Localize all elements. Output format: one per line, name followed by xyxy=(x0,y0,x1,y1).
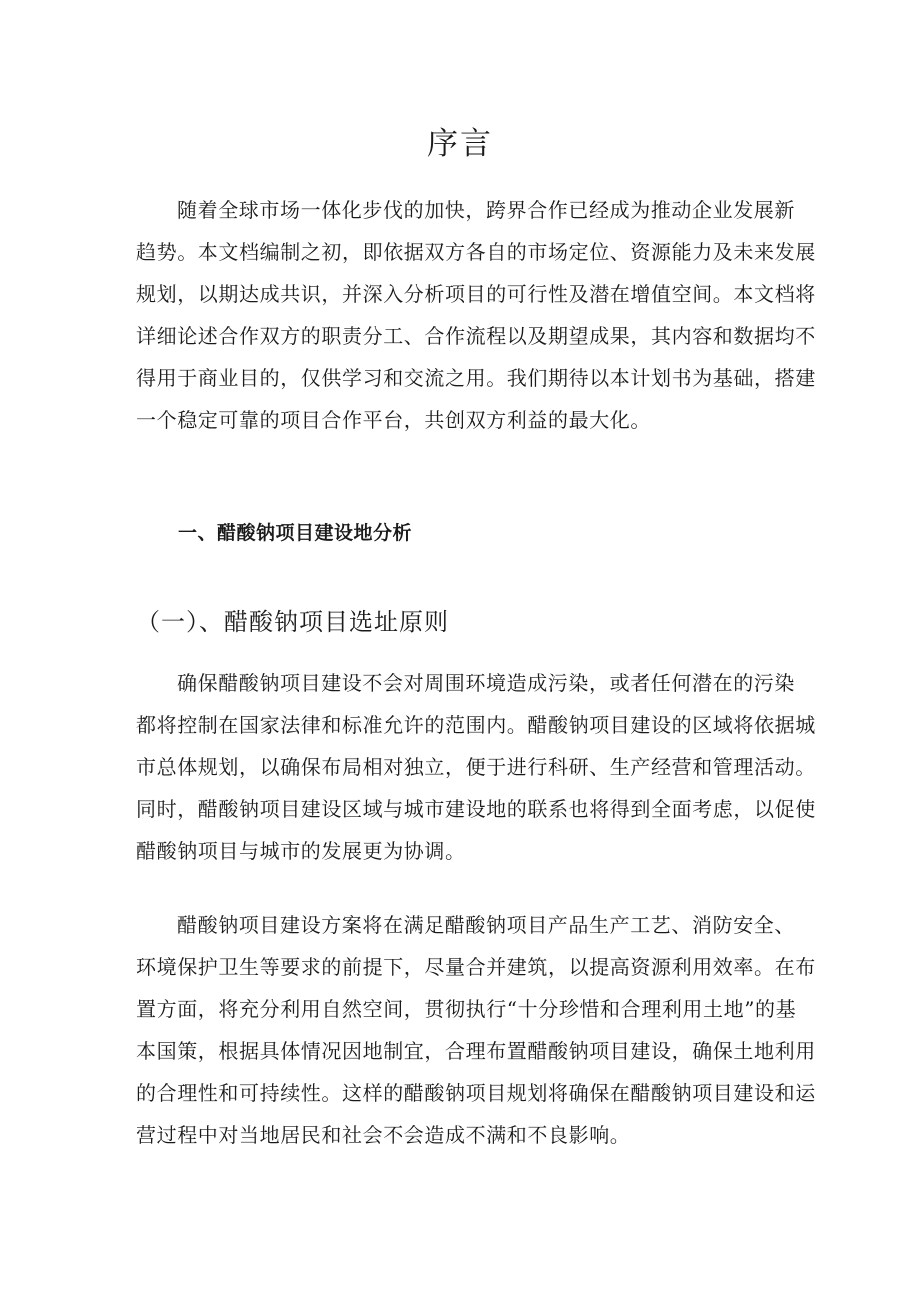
text-line: 确保醋酸钠项目建设不会对周围环境造成污染，或者任何潜在的污染 xyxy=(177,671,795,695)
text-line: 规划，以期达成共识，并深入分析项目的可行性及潜在增值空间。本文档将 xyxy=(136,282,816,306)
text-line: 醋酸钠项目建设方案将在满足醋酸钠项目产品生产工艺、消防安全、 xyxy=(177,913,795,937)
text-line: 本国策，根据具体情况因地制宜，合理布置醋酸钠项目建设，确保土地利用 xyxy=(136,1039,816,1063)
text-line: 营过程中对当地居民和社会不会造成不满和不良影响。 xyxy=(136,1123,631,1147)
section-heading: 一、醋酸钠项目建设地分析 xyxy=(178,522,413,544)
text-line: 环境保护卫生等要求的前提下，尽量合并建筑，以提高资源利用效率。在布 xyxy=(136,955,816,979)
subsection-heading: （一）、醋酸钠项目选址原则 xyxy=(136,608,449,636)
text-line: 的合理性和可持续性。这样的醋酸钠项目规划将确保在醋酸钠项目建设和运 xyxy=(136,1081,816,1105)
text-line: 都将控制在国家法律和标准允许的范围内。醋酸钠项目建设的区域将依据城 xyxy=(136,713,816,737)
text-line: 一个稳定可靠的项目合作平台，共创双方利益的最大化。 xyxy=(136,408,651,432)
body-paragraph-2 xyxy=(136,904,816,1156)
text-line: 趋势。本文档编制之初，即依据双方各自的市场定位、资源能力及未来发展 xyxy=(136,240,816,264)
text-line: 得用于商业目的，仅供学习和交流之用。我们期待以本计划书为基础，搭建 xyxy=(136,366,816,390)
text-line: 详细论述合作双方的职责分工、合作流程以及期望成果，其内容和数据均不 xyxy=(136,324,816,348)
preface-paragraph xyxy=(136,189,816,441)
text-line: 醋酸钠项目与城市的发展更为协调。 xyxy=(136,839,466,863)
text-line: 同时，醋酸钠项目建设区域与城市建设地的联系也将得到全面考虑，以促使 xyxy=(136,797,816,821)
text-line: 随着全球市场一体化步伐的加快，跨界合作已经成为推动企业发展新 xyxy=(177,198,795,222)
body-paragraph-1 xyxy=(136,662,816,872)
text-line: 市总体规划，以确保布局相对独立，便于进行科研、生产经营和管理活动。 xyxy=(136,755,816,779)
text-line: 置方面，将充分利用自然空间，贯彻执行“十分珍惜和合理利用土地”的基 xyxy=(136,997,797,1021)
page-title: 序言 xyxy=(427,126,493,162)
